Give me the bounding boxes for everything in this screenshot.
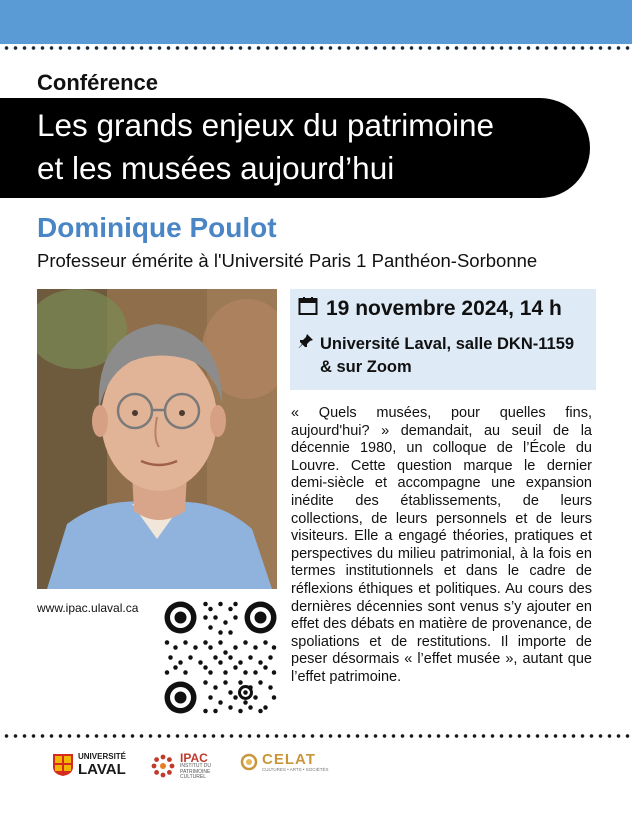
bottom-dotted-divider bbox=[0, 732, 632, 740]
speaker-role: Professeur émérite à l'Université Paris 1 Panthéon-Sorbonne bbox=[37, 250, 538, 271]
event-location-line-2: & sur Zoom bbox=[320, 358, 412, 376]
event-date-row bbox=[298, 296, 562, 322]
event-location bbox=[298, 333, 574, 379]
title-line-2: et les musées aujourd’hui bbox=[37, 150, 395, 186]
laval-crest-icon bbox=[52, 753, 74, 777]
page-title bbox=[37, 104, 582, 190]
event-location-line-1: Université Laval, salle DKN-1159 bbox=[320, 335, 575, 353]
event-date: 19 novembre 2024, 14 h bbox=[326, 297, 562, 320]
top-dotted-divider bbox=[0, 44, 632, 52]
event-description: « Quels musées, pour quelles fins, aujourd'hui? » demandait, au seuil de la décennie 1980, un colloque de l’École du Louvre. Cette question marque le dernier demi-siècle et accompagne une expansion inédite des établissements, de leurs collections, de leurs personnels et de leurs visiteurs. Elle a engagé théories, pratiques et perspectives du milieu patrimonial, à la fois en termes institutionnels et dans le cadre de réflexions éthiques et politiques. Au cours des dernières décennies sont venus s’y ajouter en effet des débats en matière de provenance, de spoliations et de restitutions. Il importe de peser désormais « l’effet musée », autant que l’effet patrimoine. bbox=[291, 405, 592, 685]
event-kicker: Conférence bbox=[37, 70, 159, 95]
ipac-logo bbox=[150, 752, 211, 781]
ipac-flower-icon bbox=[150, 753, 176, 779]
ipac-logo-sub-3: CULTUREL bbox=[180, 774, 207, 780]
laval-logo-bottom: LAVAL bbox=[78, 761, 126, 778]
top-color-band bbox=[0, 0, 632, 44]
laval-logo-top: UNIVERSITÉ bbox=[78, 752, 127, 761]
ipac-logo-sub-1: INSTITUT DU bbox=[180, 763, 212, 769]
pin-icon bbox=[298, 333, 314, 356]
laval-logo bbox=[52, 752, 126, 777]
ipac-logo-sub-2: PATRIMOINE bbox=[180, 768, 211, 775]
celat-logo bbox=[240, 752, 329, 772]
celat-logo-name: CELAT bbox=[262, 751, 316, 768]
speaker-photo bbox=[37, 289, 277, 589]
qr-code[interactable] bbox=[163, 600, 278, 715]
celat-logo-sub: CULTURES • ARTS • SOCIÉTÉS bbox=[262, 767, 329, 772]
website-link[interactable]: www.ipac.ulaval.ca bbox=[37, 601, 139, 615]
title-line-1: Les grands enjeux du patrimoine bbox=[37, 107, 495, 143]
celat-sun-icon bbox=[240, 752, 258, 772]
speaker-name: Dominique Poulot bbox=[37, 212, 277, 243]
calendar-icon bbox=[298, 296, 318, 322]
ipac-logo-name: IPAC bbox=[180, 751, 208, 765]
